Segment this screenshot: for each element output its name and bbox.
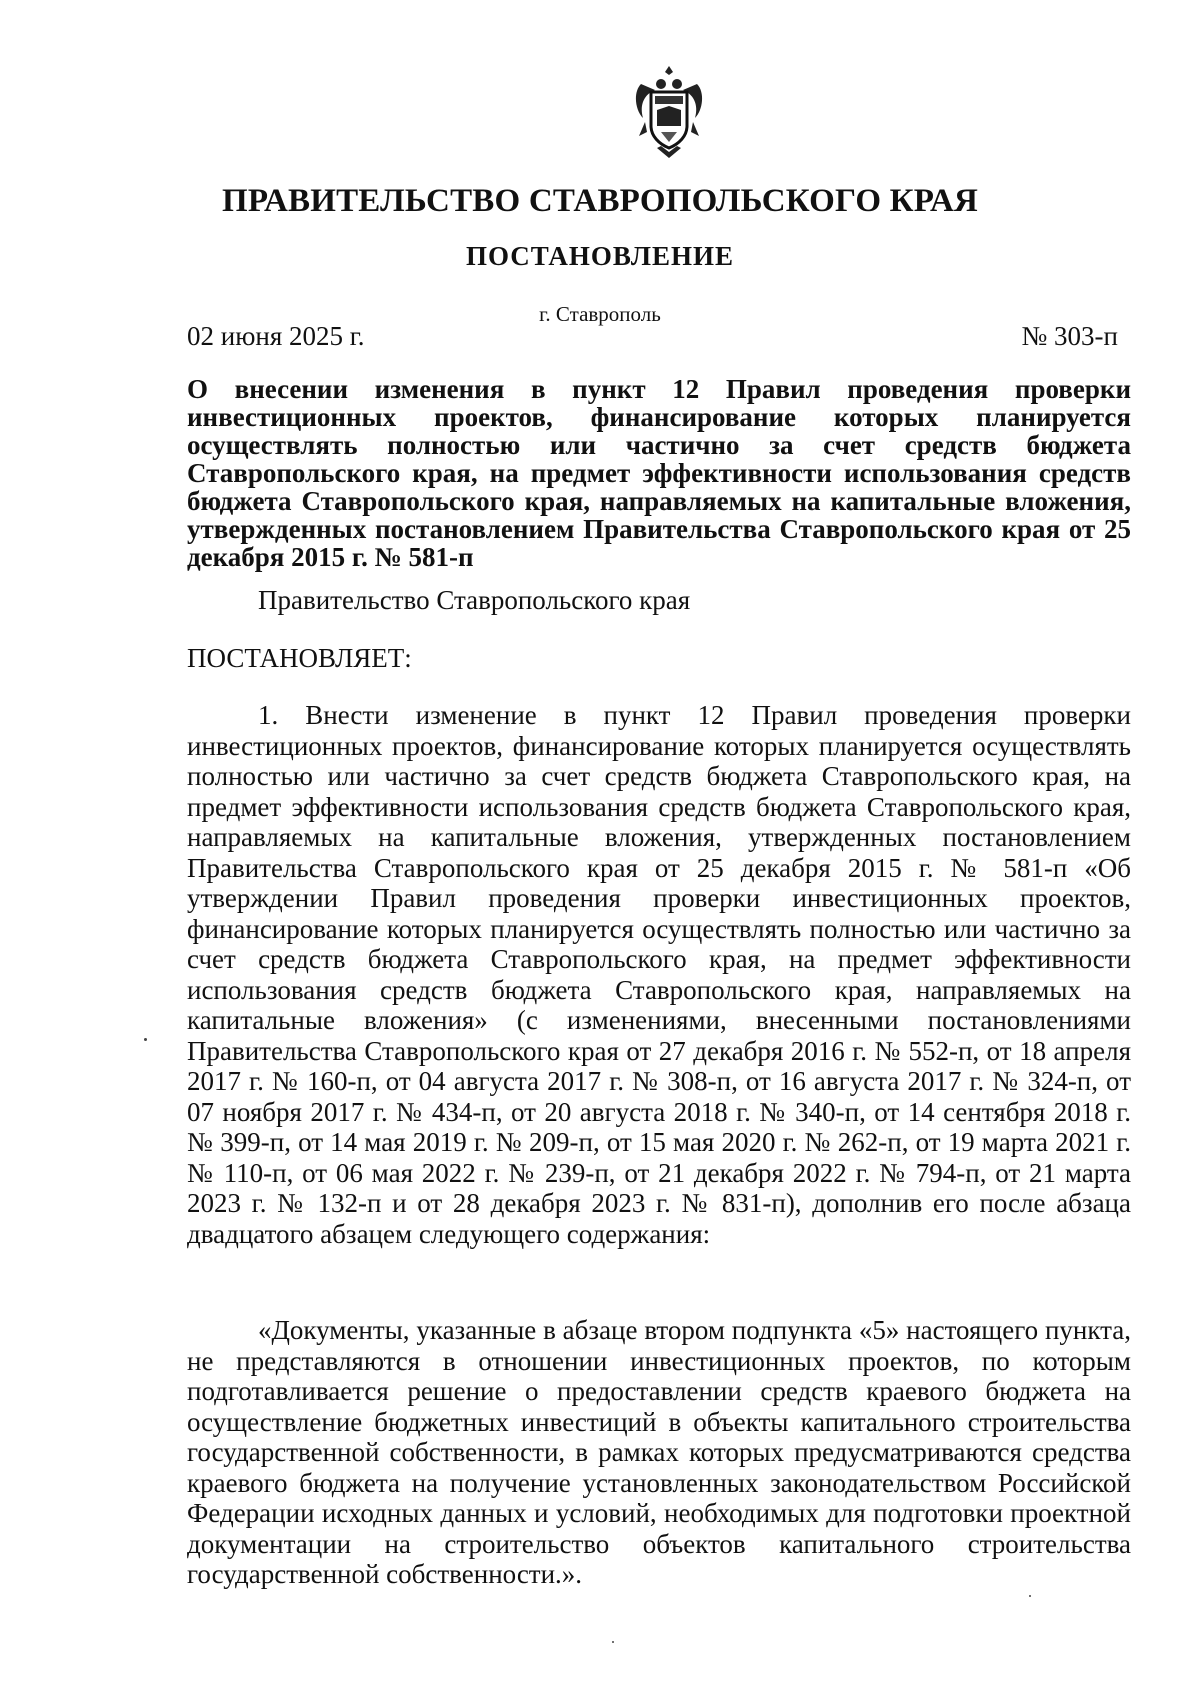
quoted-paragraph: «Документы, указанные в абзаце втором подпункта «5» настоящего пункта, не представляются в отношении инвестиционных проектов, по которым подготавливается решение о предоставлении средств краевого бюджета на осуществление бюджетных инвестиций в объекты капитального строительства государственной собственности, в рамках которых предусматриваются средства краевого бюджета на получение установленных законодательством Российской Федерации исходных данных и условий, необходимых для подготовки проектной документации на строительство объектов капитального строительства государственной собственности.». [187,1315,1131,1589]
decree-date: 02 июня 2025 г. [187,321,365,351]
scan-speck [612,1641,614,1643]
government-line: Правительство Ставропольского края [258,585,691,615]
decree-subject: О внесении изменения в пункт 12 Правил проведения проверки инвестиционных проектов, финансирование которых планируется осуществлять полностью или частично за счет средств бюджета Ставропольского края, на предмет эффективности использования средств бюджета Ставропольского края, направляемых на капитальные вложения, утвержденных постановлением Правительства Ставропольского края от 25 декабря 2015 г. № 581-п [187,374,1131,572]
city-label: г. Ставрополь [539,302,661,326]
document-type: ПОСТАНОВЛЕНИЕ [465,241,735,271]
government-title: ПРАВИТЕЛЬСТВО СТАВРОПОЛЬСКОГО КРАЯ [221,183,979,219]
decree-word: ПОСТАНОВЛЯЕТ: [187,643,412,673]
scan-speck [1029,1595,1031,1597]
decree-number: № 303-п [1021,321,1118,351]
scan-speck [144,1038,147,1041]
item-1-paragraph: 1. Внести изменение в пункт 12 Правил проведения проверки инвестиционных проектов, финансирование которых планируется осуществлять полностью или частично за счет средств бюджета Ставропольского края, на предмет эффективности использования средств бюджета Ставропольского края, направляемых на капитальные вложения, утвержденных постановлением Правительства Ставропольского края от 25 декабря 2015 г. № 581-п «Об утверждении Правил проведения проверки инвестиционных проектов, финансирование которых планируется осуществлять полностью или частично за счет средств бюджета Ставропольского края, на предмет эффективности использования средств бюджета Ставропольского края, направляемых на капитальные вложения» (с изменениями, внесенными постановлениями Правительства Ставропольского края от 27 декабря 2016 г. № 552-п, от 18 апреля 2017 г. № 160-п, от 04 августа 2017 г. № 308-п, от 16 августа 2017 г. № 324-п, от 07 ноября 2017 г. № 434-п, от 20 августа 2018 г. № 340-п, от 14 сентября 2018 г. № 399-п, от 14 мая 2019 г. № 209-п, от 15 мая 2020 г. № 262-п, от 19 марта 2021 г. № 110-п, от 06 мая 2022 г. № 239-п, от 21 декабря 2022 г. № 794-п, от 21 марта 2023 г. № 132-п и от 28 декабря 2023 г. № 831-п), дополнив его после абзаца двадцатого абзацем следующего содержания: [187,700,1131,1249]
stavropol-krai-coat-of-arms-icon [631,62,707,162]
